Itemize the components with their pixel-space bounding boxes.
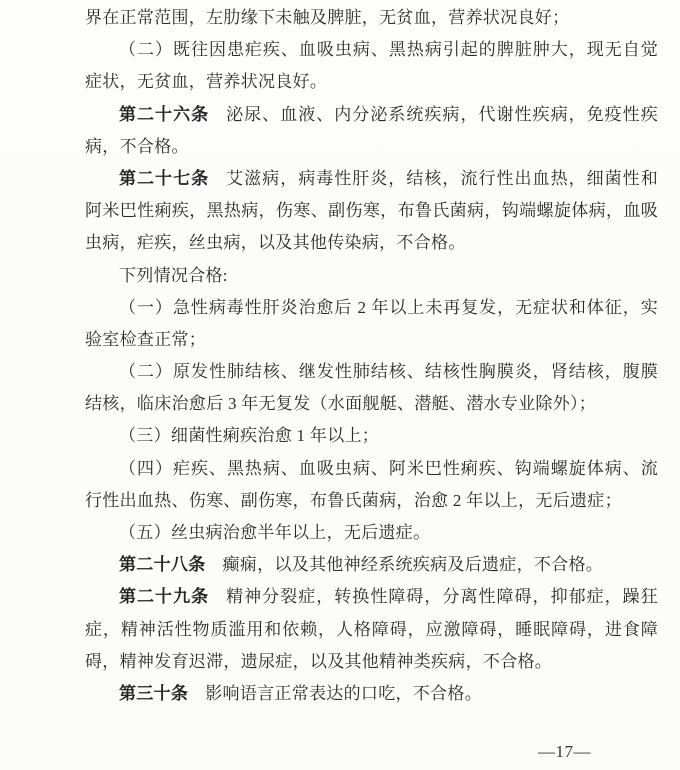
- text-line: （二）既往因患疟疾、血吸虫病、黑热病引起的脾脏肿大，现无自觉: [119, 40, 658, 60]
- text-line: 第二十九条 精神分裂症，转换性障碍，分离性障碍，抑郁症，躁狂: [119, 587, 658, 607]
- text-line: 症，精神活性物质滥用和依赖，人格障碍，应激障碍，睡眠障碍，进食障: [85, 619, 658, 639]
- text-line: 第二十七条 艾滋病，病毒性肝炎，结核，流行性出血热，细菌性和: [119, 168, 658, 188]
- text-line: （五）丝虫病治愈半年以上，无后遗症。: [119, 523, 431, 542]
- text-line: 第二十六条 泌尿、血液、内分泌系统疾病，代谢性疾病，免疫性疾: [119, 104, 658, 124]
- text-line: 病，不合格。: [85, 136, 189, 156]
- text-line: （四）疟疾、黑热病、血吸虫病、阿米巴性痢疾、钩端螺旋体病、流: [119, 458, 658, 478]
- article-number: 第二十七条: [119, 168, 210, 188]
- text-line: 第三十条 影响语言正常表达的口吃，不合格。: [119, 683, 483, 703]
- article-number: 第二十六条: [119, 104, 210, 124]
- text-line: 界在正常范围，左肋缘下未触及脾脏，无贫血，营养状况良好；: [85, 8, 570, 27]
- text-line: 阿米巴性痢疾，黑热病，伤寒、副伤寒，布鲁氏菌病，钩端螺旋体病，血吸: [85, 201, 658, 221]
- text-line: 第二十八条 癫痫，以及其他神经系统疾病及后遗症，不合格。: [119, 555, 604, 575]
- text-line: 碍，精神发育迟滞，遗尿症，以及其他精神类疾病，不合格。: [85, 651, 553, 671]
- text-line: 验室检查正常；: [85, 329, 207, 349]
- article-number: 第二十八条: [119, 555, 206, 575]
- article-number: 第三十条: [119, 683, 189, 703]
- text-line: 虫病，疟疾，丝虫病，以及其他传染病，不合格。: [85, 233, 466, 253]
- text-line: 行性出血热、伤寒、副伤寒，布鲁氏菌病，治愈 2 年以上，无后遗症；: [85, 490, 622, 510]
- article-number: 第二十九条: [119, 587, 210, 607]
- text-line: （三）细菌性痢疾治愈 1 年以上；: [119, 426, 380, 446]
- document-body: [85, 2, 658, 710]
- page-number: —17—: [538, 742, 591, 761]
- text-line: （二）原发性肺结核、继发性肺结核、结核性胸膜炎，肾结核，腹膜: [119, 362, 658, 382]
- text-line: 结核，临床治愈后 3 年无复发（水面舰艇、潜艇、潜水专业除外）；: [85, 394, 597, 414]
- text-line: （一）急性病毒性肝炎治愈后 2 年以上未再复发，无症状和体征，实: [119, 297, 658, 317]
- text-line: 症状，无贫血，营养状况良好。: [85, 72, 328, 92]
- text-line: 下列情况合格:: [119, 265, 228, 285]
